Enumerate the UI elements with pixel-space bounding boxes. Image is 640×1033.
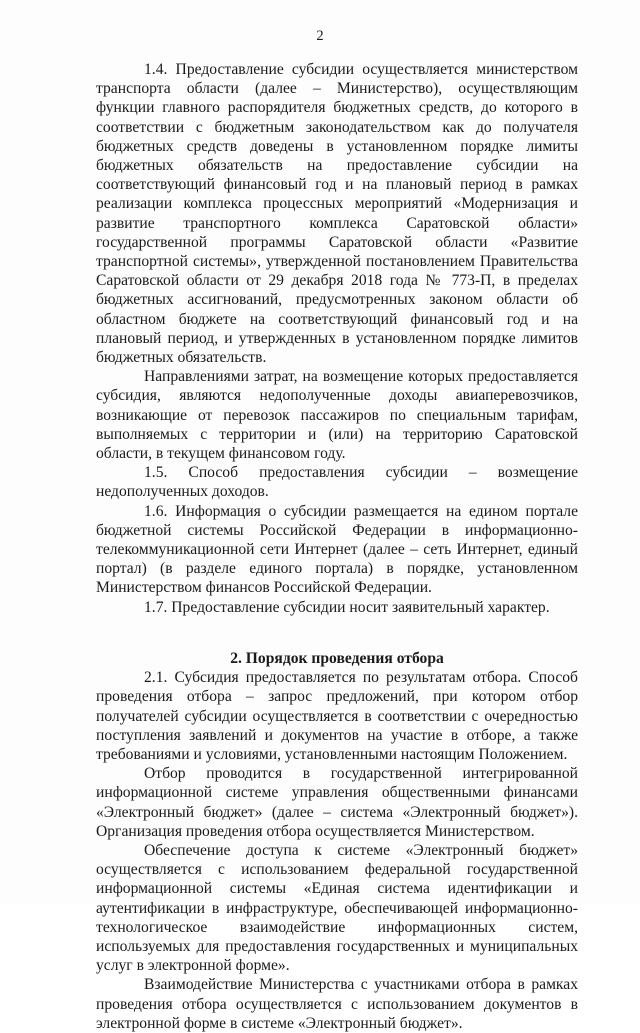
paragraph-system-access: Обеспечение доступа к системе «Электронный бюджет» осуществляется с использованием федеральной государственной информационной системы «Единая система идентификации и аутентификации в инфраструктуре, обеспечивающей информационно-технологическое взаимодействие информационных систем, используемых для предоставления государственных и муниципальных услуг в электронной форме». [96,841,578,975]
paragraph-2-1: 2.1. Субсидия предоставляется по результатам отбора. Способ проведения отбора – запрос предложений, при котором отбор получателей субсидии осуществляется в соответствии с очередностью поступления заявлений и документов на участие в отборе, а также требованиями и условиями, установленными настоящим Положением. [96,669,578,763]
paragraph-selection-system: Отбор проводится в государственной интегрированной информационной системе управления общественными финансами «Электронный бюджет» (далее – система «Электронный бюджет»). Организация проведения отбора осуществляется Министерством. [96,765,578,840]
paragraph-1-5: 1.5. Способ предоставления субсидии – возмещение недополученных доходов. [96,464,578,501]
paragraph-1-7: 1.7. Предоставление субсидии носит заявительный характер. [144,598,550,616]
page-number: 2 [316,28,324,44]
paragraph-1-6: 1.6. Информация о субсидии размещается на едином портале бюджетной системы Российской Федерации в информационно-телекоммуникационной сети Интернет (далее – сеть Интернет, единый портал) (в разделе единого портала) в порядке, установленном Министерством финансов Российской Федерации. [96,502,578,597]
paragraph-interaction: Взаимодействие Министерства с участниками отбора в рамках проведения отбора осуществляется с использованием документов в электронной форме в системе «Электронный бюджет». [96,976,578,1032]
document-body [96,60,578,1033]
paragraph-cost-directions: Направлениями затрат, на возмещение которых предоставляется субсидия, являются недополученные доходы авиаперевозчиков, возникающие от перевозок пассажиров по специальным тарифам, выполняемых с территории и (или) на территорию Саратовской области, в текущем финансовом году. [96,368,578,463]
section-2-heading: 2. Порядок проведения отбора [230,649,444,667]
paragraph-1-4: 1.4. Предоставление субсидии осуществляется министерством транспорта области (далее – Министерство), осуществляющим функции главного распорядителя бюджетных средств, до которого в соответствии с бюджетным законодательством как до получателя бюджетных средств доведены в установленном порядке лимиты бюджетных обязательств на предоставление субсидии на соответствующий финансовый год и на плановый период в рамках реализации комплекса процессных мероприятий «Модернизация и развитие транспортного комплекса Саратовской области» государственной программы Саратовской области «Развитие транспортной системы», утвержденной постановлением Правительства Саратовской области от 29 декабря 2018 года № 773-П, в пределах бюджетных ассигнований, предусмотренных законом области об областном бюджете на соответствующий финансовый год и на плановый период, и утвержденных в установленном порядке лимитов бюджетных обязательств. [96,61,578,367]
